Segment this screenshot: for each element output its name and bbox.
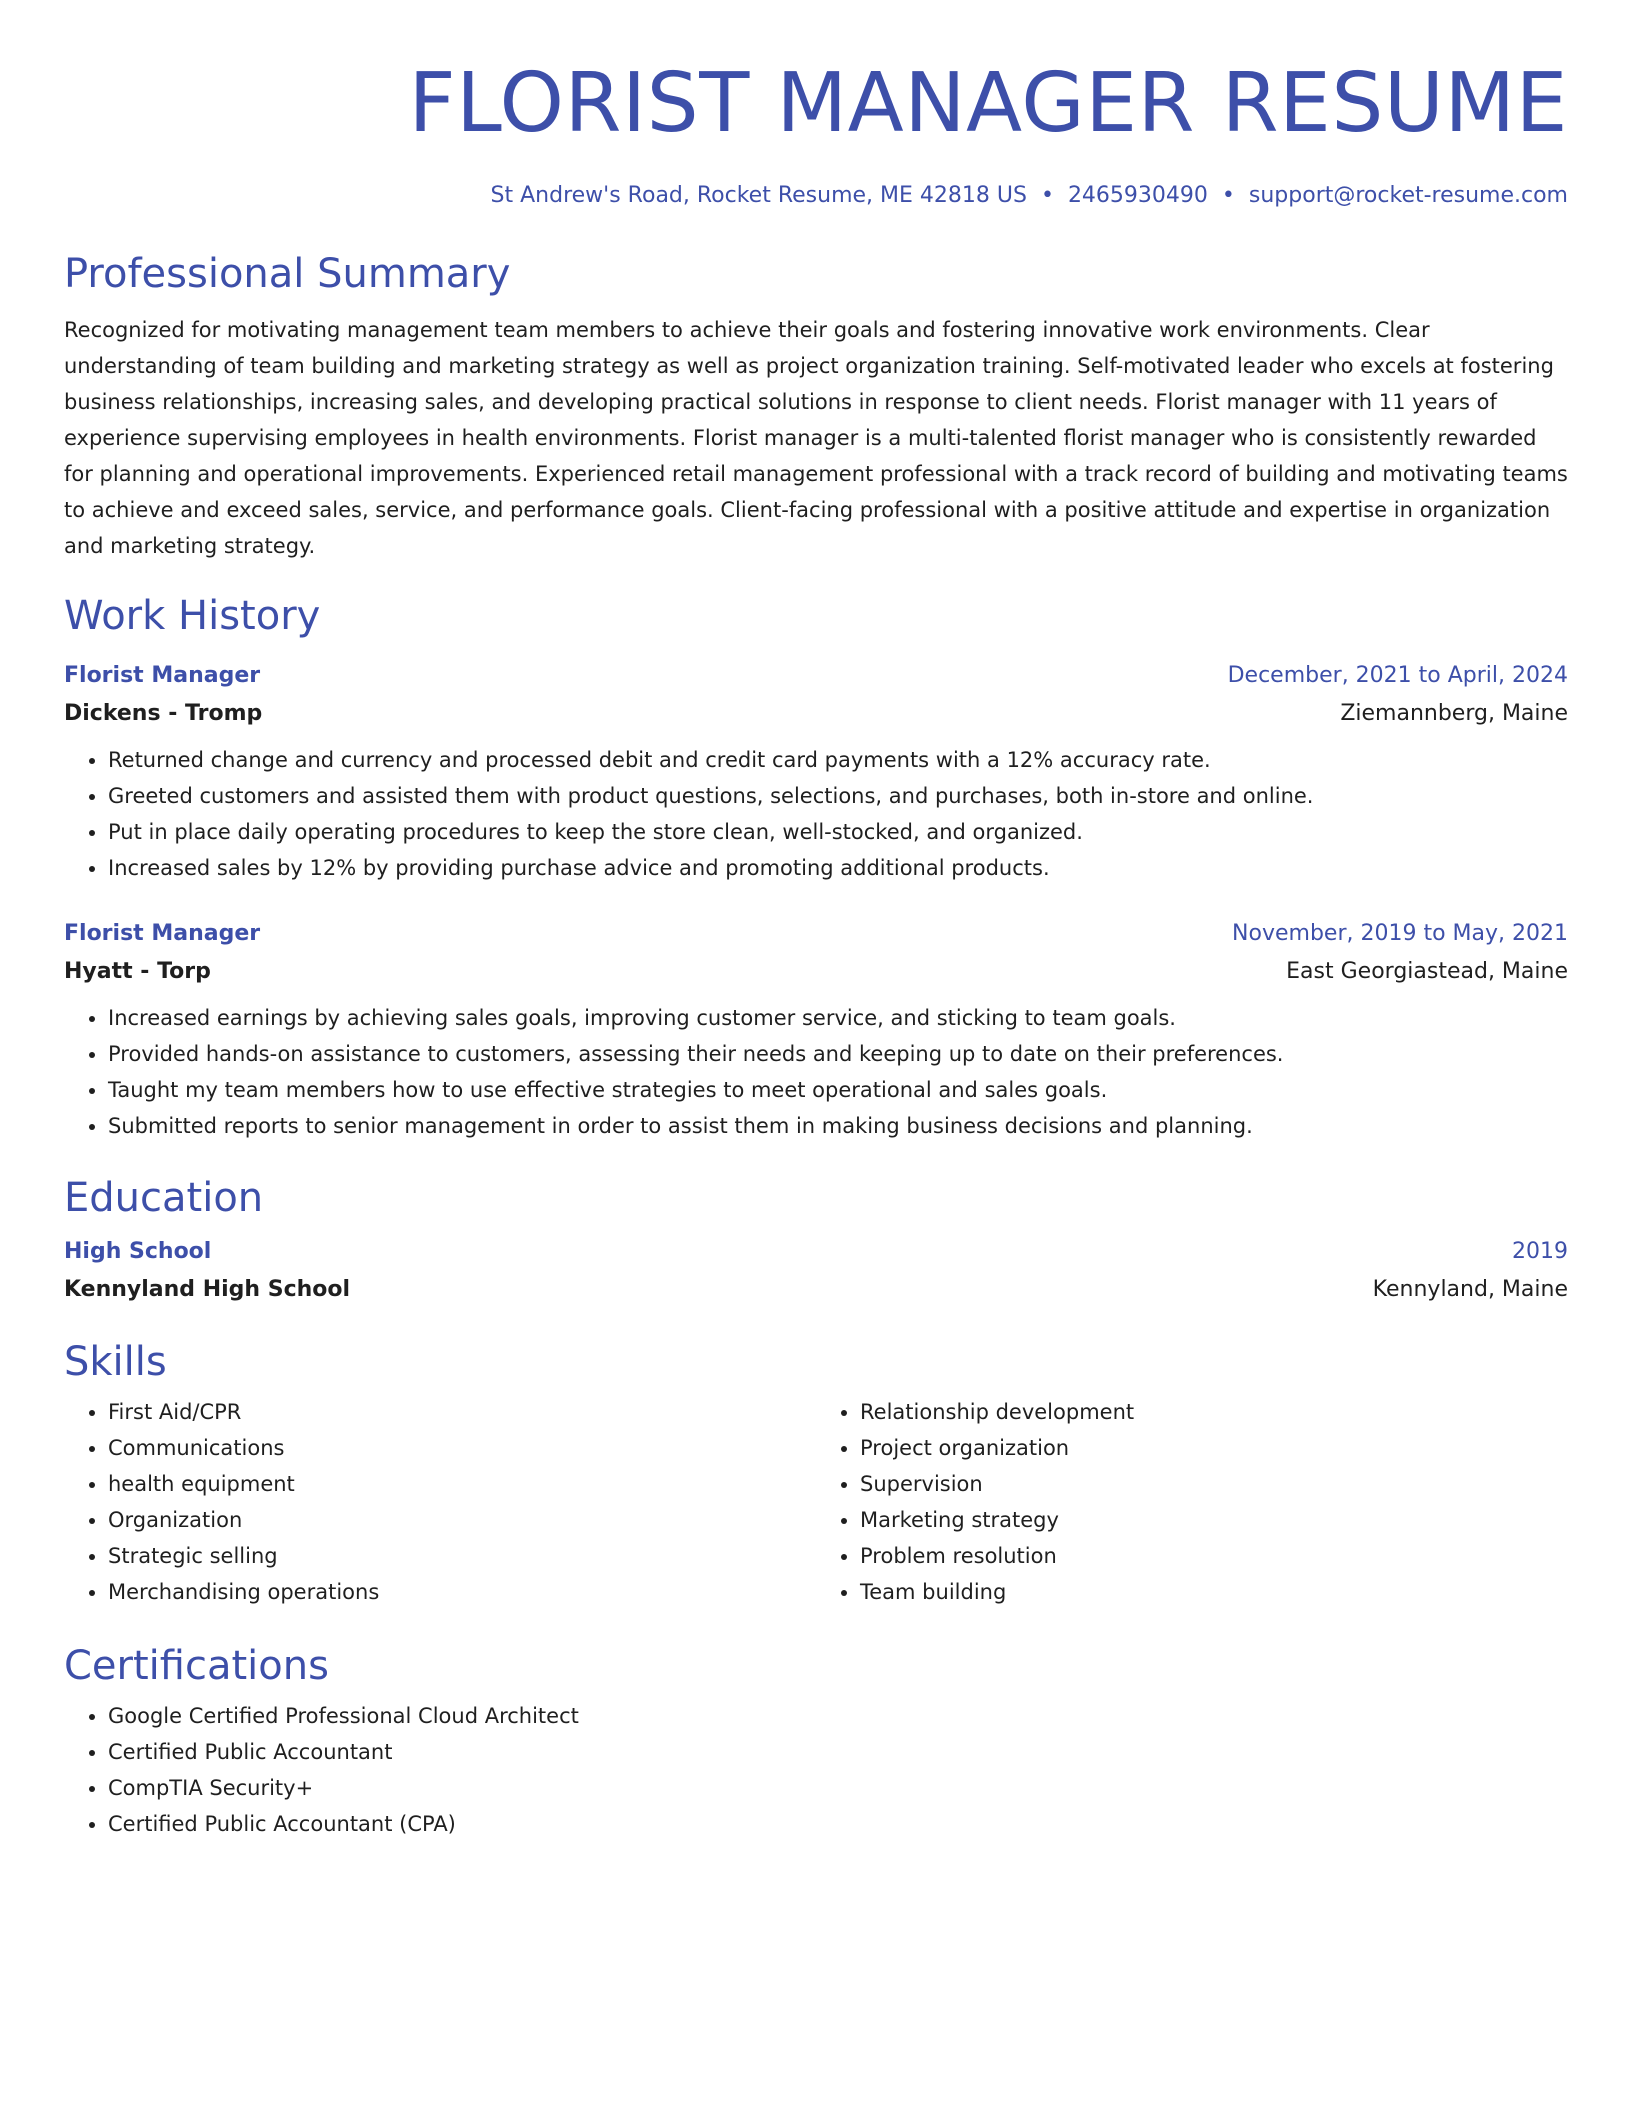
skill-item: • Merchandising operations: [108, 1574, 816, 1610]
job-entry: [64, 658, 1568, 886]
job-location: Ziemannberg, Maine: [1340, 701, 1568, 726]
contact-separator: •: [1221, 183, 1235, 208]
skills-column-left: [64, 1394, 816, 1610]
skill-item: • Problem resolution: [860, 1538, 1568, 1574]
contact-email: support@rocket-resume.com: [1248, 183, 1568, 208]
summary-text: Recognized for motivating management team members to achieve their goals and fostering innovative work environments. Clear understanding of team building and marketing strategy as well as project organization training. Self-motivated leader who excels at fostering business relationships, increasing sales, and developing practical solutions in response to client needs. Florist manager with 11 years of experience supervising employees in health environments. Florist manager is a multi-talented florist manager who is consistently rewarded for planning and operational improvements. Experienced retail management professional with a track record of building and motivating teams to achieve and exceed sales, service, and performance goals. Client-facing professional with a positive attitude and expertise in organization and marketing strategy.: [64, 318, 1568, 558]
job-company: Dickens - Tromp: [64, 701, 263, 726]
skills-list-right: [816, 1394, 1568, 1610]
certification-item: • CompTIA Security+: [108, 1770, 1568, 1806]
job-bullet: • Returned change and currency and processed debit and credit card payments with a 12% accuracy rate.: [108, 742, 1568, 778]
contact-line: [64, 180, 1568, 212]
job-bullet: • Increased sales by 12% by providing purchase advice and promoting additional products.: [108, 850, 1568, 886]
education-location: Kennyland, Maine: [1372, 1277, 1568, 1302]
work-history-heading: Work History: [64, 593, 321, 639]
job-bullet: • Taught my team members how to use effective strategies to meet operational and sales goals.: [108, 1072, 1568, 1108]
job-bullet: • Put in place daily operating procedures to keep the store clean, well-stocked, and organized.: [108, 814, 1568, 850]
contact-phone: 2465930490: [1067, 183, 1208, 208]
skill-item: • Organization: [108, 1502, 816, 1538]
job-title-row: [64, 658, 1568, 694]
job-entry: [64, 916, 1568, 1144]
job-bullet: • Increased earnings by achieving sales goals, improving customer service, and sticking to team goals.: [108, 1000, 1568, 1036]
contact-separator: •: [1040, 183, 1054, 208]
job-bullet: • Greeted customers and assisted them with product questions, selections, and purchases, both in-store and online.: [108, 778, 1568, 814]
job-dates: December, 2021 to April, 2024: [1227, 663, 1568, 688]
skill-item: • Team building: [860, 1574, 1568, 1610]
education-year: 2019: [1512, 1239, 1568, 1264]
job-title: Florist Manager: [64, 921, 261, 946]
job-company-row: [64, 694, 1568, 734]
job-dates: November, 2019 to May, 2021: [1232, 921, 1568, 946]
contact-address: St Andrew's Road, Rocket Resume, ME 42818 US: [490, 183, 1027, 208]
skill-item: • Strategic selling: [108, 1538, 816, 1574]
resume-title: FLORIST MANAGER RESUME: [408, 56, 1568, 151]
skills-list-left: [64, 1394, 816, 1610]
skill-item: • Supervision: [860, 1466, 1568, 1502]
skill-item: • First Aid/CPR: [108, 1394, 816, 1430]
skill-item: • Project organization: [860, 1430, 1568, 1466]
education-degree: High School: [64, 1239, 212, 1264]
skill-item: • Marketing strategy: [860, 1502, 1568, 1538]
skills-column-right: [816, 1394, 1568, 1610]
job-bullets: [64, 1000, 1568, 1144]
certification-item: • Certified Public Accountant: [108, 1734, 1568, 1770]
skill-item: • health equipment: [108, 1466, 816, 1502]
skill-item: • Communications: [108, 1430, 816, 1466]
education-entry: [64, 1234, 1568, 1310]
certification-item: • Certified Public Accountant (CPA): [108, 1806, 1568, 1842]
job-company-row: [64, 952, 1568, 992]
certifications-heading: Certifications: [64, 1643, 329, 1689]
education-school-row: [64, 1270, 1568, 1310]
job-bullet: • Provided hands-on assistance to customers, assessing their needs and keeping up to date on their preferences.: [108, 1036, 1568, 1072]
job-location: East Georgiastead, Maine: [1286, 959, 1568, 984]
summary-heading: Professional Summary: [64, 251, 511, 297]
certifications-list: [64, 1698, 1568, 1842]
certification-item: • Google Certified Professional Cloud Architect: [108, 1698, 1568, 1734]
education-degree-row: [64, 1234, 1568, 1270]
job-title-row: [64, 916, 1568, 952]
skill-item: • Relationship development: [860, 1394, 1568, 1430]
job-title: Florist Manager: [64, 663, 261, 688]
skills-heading: Skills: [64, 1339, 167, 1385]
job-company: Hyatt - Torp: [64, 959, 211, 984]
education-heading: Education: [64, 1175, 264, 1221]
education-school: Kennyland High School: [64, 1277, 351, 1302]
job-bullet: • Submitted reports to senior management in order to assist them in making business decisions and planning.: [108, 1108, 1568, 1144]
job-bullets: [64, 742, 1568, 886]
skills-grid: [64, 1394, 1568, 1610]
